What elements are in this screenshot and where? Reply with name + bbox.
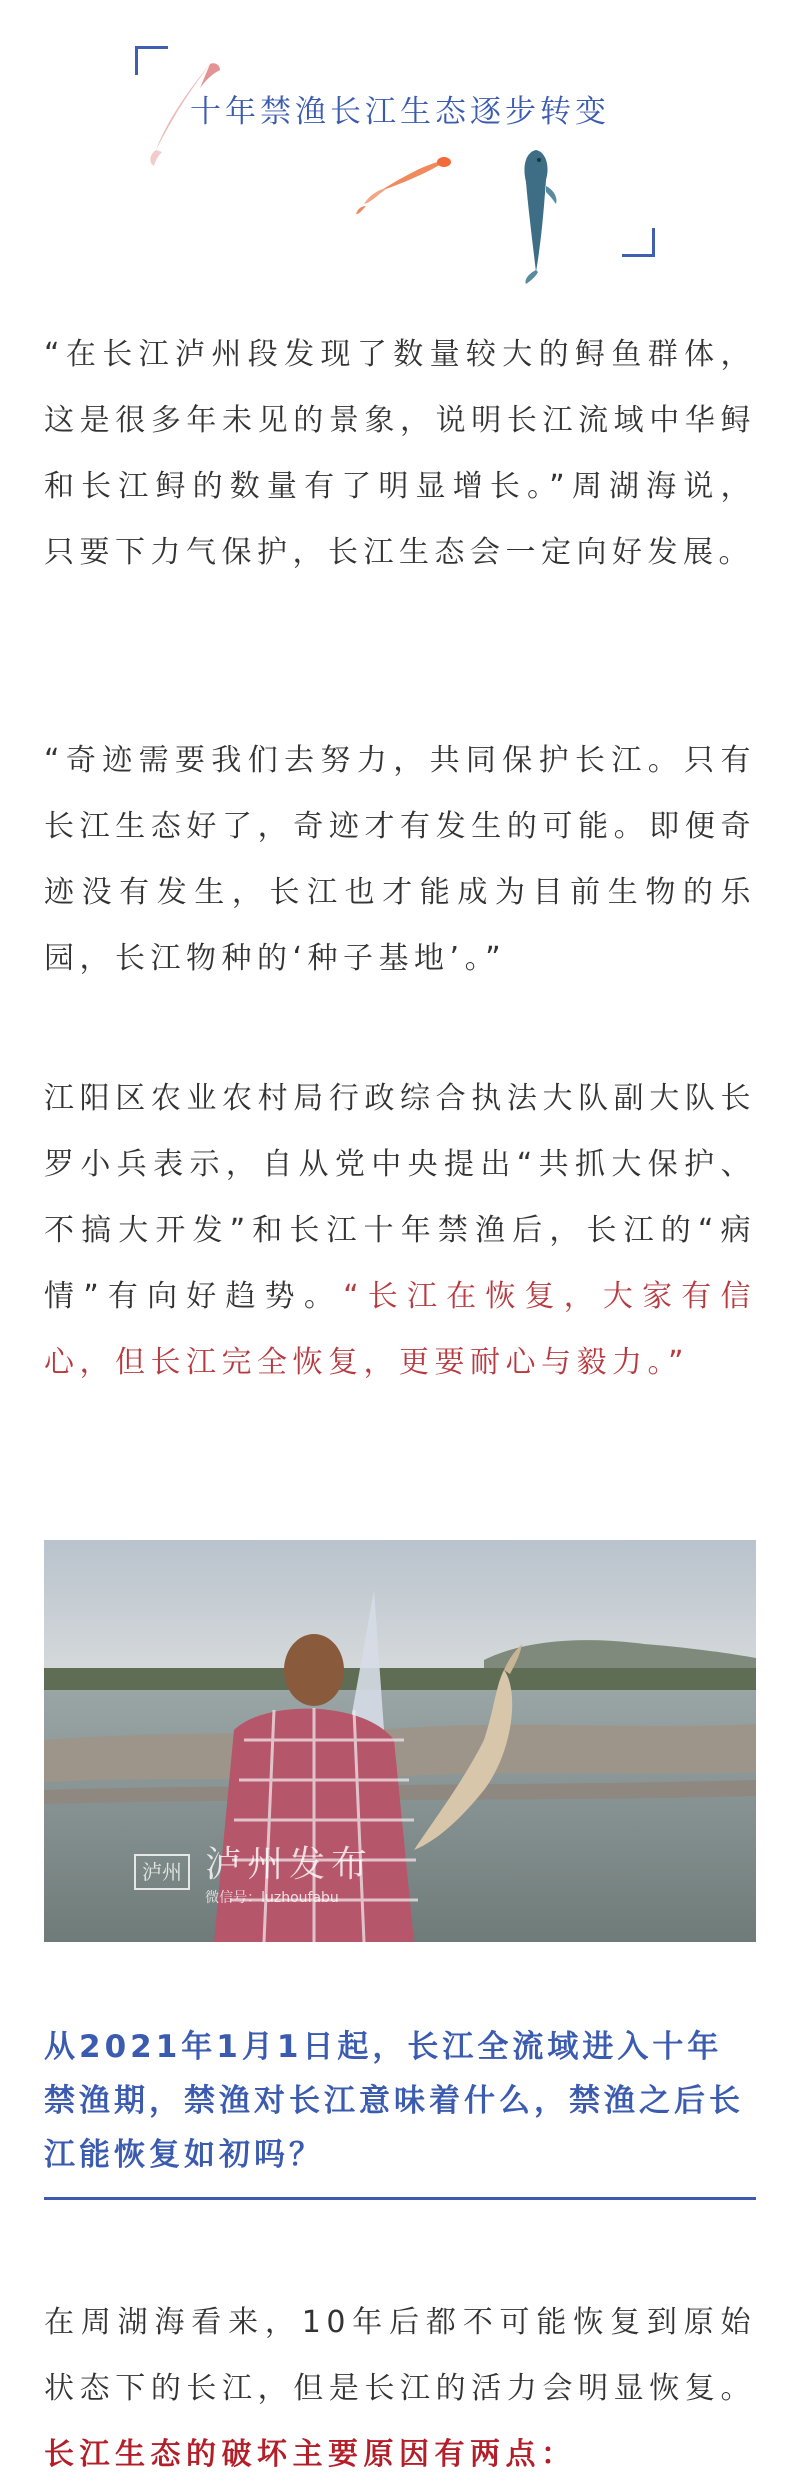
paragraph-3-highlight: “长江在恢复，大家有信心，但长江完全恢复，更要耐心与毅力。” — [44, 1279, 756, 1380]
article-photo — [44, 1540, 756, 1942]
question-heading: 从2021年1月1日起，长江全流域进入十年禁渔期，禁渔对长江意味着什么，禁渔之后长江能恢复如初吗？ — [44, 2029, 744, 2173]
paragraph-3-text: 江阳区农业农村局行政综合执法大队副大队长罗小兵表示，自从党中央提出“共抓大保护、不搞大开发”和长江十年禁渔后，长江的“病情”有向好趋势。 — [44, 1081, 756, 1314]
paragraph-2: “奇迹需要我们去努力，共同保护长江。只有长江生态好了，奇迹才有发生的可能。即便奇迹没有发生，长江也才能成为目前生物的乐园，长江物种的‘种子基地’。” — [44, 743, 756, 976]
paragraph-3 — [44, 1066, 756, 1396]
paragraph-4 — [44, 2290, 756, 2488]
watermark-subtitle: 微信号：luzhoufabu — [205, 1890, 339, 1906]
paragraph-4-highlight: 长江生态的破坏主要原因有两点： — [44, 2437, 577, 2472]
paragraph-1: “在长江泸州段发现了数量较大的鲟鱼群体，这是很多年未见的景象，说明长江流域中华鲟和长江鲟的数量有了明显增长。”周湖海说，只要下力气保护，长江生态会一定向好发展。 — [44, 337, 756, 570]
article-header — [0, 0, 800, 290]
watermark-name: 泸州发布 — [205, 1844, 374, 1885]
watermark — [134, 1836, 373, 1907]
blue-fish-illustration — [506, 146, 566, 286]
orange-fish-illustration — [348, 152, 458, 222]
header-bracket-bottom-right — [622, 228, 655, 257]
header-title: 十年禁渔长江生态逐步转变 — [190, 94, 610, 130]
watermark-seal: 泸州 — [134, 1854, 190, 1890]
paragraph-4-text: 在周湖海看来，10年后都不可能恢复到原始状态下的长江，但是长江的活力会明显恢复。 — [44, 2305, 756, 2406]
question-divider — [44, 2197, 756, 2200]
